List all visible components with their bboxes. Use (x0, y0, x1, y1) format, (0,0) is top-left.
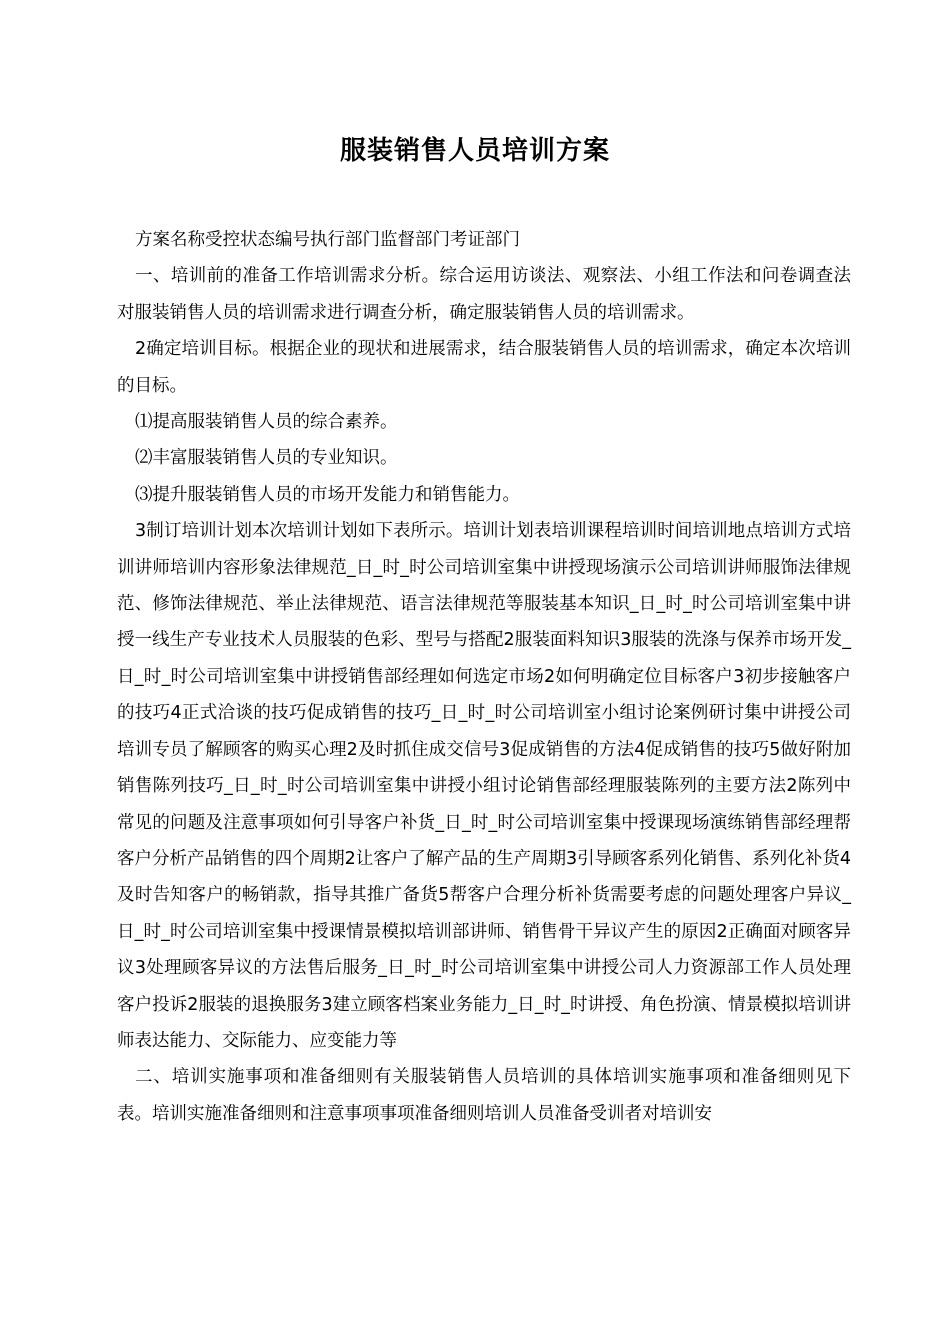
paragraph-section-2: 二、培训实施事项和准备细则有关服装销售人员培训的具体培训实施事项和准备细则见下表。培训实施准备细则和注意事项事项准备细则培训人员准备受训者对培训安 (117, 1067, 851, 1124)
paragraph-goal-item-2: ⑵丰富服装销售人员的专业知识。 (135, 448, 398, 469)
paragraph-goal-item-3: ⑶提升服装销售人员的市场开发能力和销售能力。 (135, 484, 520, 505)
paragraph-training-plan: 3制订培训计划本次培训计划如下表所示。培训计划表培训课程培训时间培训地点培训方式培训讲师培训内容形象法律规范_日_时_时公司培训室集中讲授现场演示公司培训讲师服饰法律规范、修饰法律规范、举止法律规范、语言法律规范等服装基本知识_日_时_时公司培训室集中讲授一线生产专业技术人员服装的色彩、型号与搭配2服装面料知识3服装的洗涤与保养市场开发_日_时_时公司培训室集中讲授销售部经理如何选定市场2如何明确定位目标客户3初步接触客户的技巧4正式洽谈的技巧促成销售的技巧_日_时_时公司培训室小组讨论案例研讨集中讲授公司培训专员了解顾客的购买心理2及时抓住成交信号3促成销售的方法4促成销售的技巧5做好附加销售陈列技巧_日_时_时公司培训室集中讲授小组讨论销售部经理服装陈列的主要方法2陈列中常见的问题及注意事项如何引导客户补货_日_时_时公司培训室集中授课现场演练销售部经理帮客户分析产品销售的四个周期2让客户了解产品的生产周期3引导顾客系列化销售、系列化补货4及时告知客户的畅销款，指导其推广备货5帮客户合理分析补货需要考虑的问题处理客户异议_日_时_时公司培训室集中授课情景模拟培训部讲师、销售骨干异议产生的原因2正确面对顾客异议3处理顾客异议的方法售后服务_日_时_时公司培训室集中讲授公司人力资源部工作人员处理客户投诉2服装的退换服务3建立顾客档案业务能力_日_时_时讲授、角色扮演、情景模拟培训讲师表达能力、交际能力、应变能力等 (117, 521, 851, 1051)
paragraph-goal-item-1: ⑴提高服装销售人员的综合素养。 (135, 412, 398, 433)
document-title: 服装销售人员培训方案 (339, 136, 610, 166)
paragraph-training-goal: 2确定培训目标。根据企业的现状和进展需求，结合服装销售人员的培训需求，确定本次培训的目标。 (117, 339, 851, 396)
paragraph-section-1: 一、培训前的准备工作培训需求分析。综合运用访谈法、观察法、小组工作法和问卷调查法对服装销售人员的培训需求进行调查分析，确定服装销售人员的培训需求。 (117, 266, 851, 323)
paragraph-header-fields: 方案名称受控状态编号执行部门监督部门考证部门 (135, 230, 520, 250)
document-body (117, 222, 851, 1132)
